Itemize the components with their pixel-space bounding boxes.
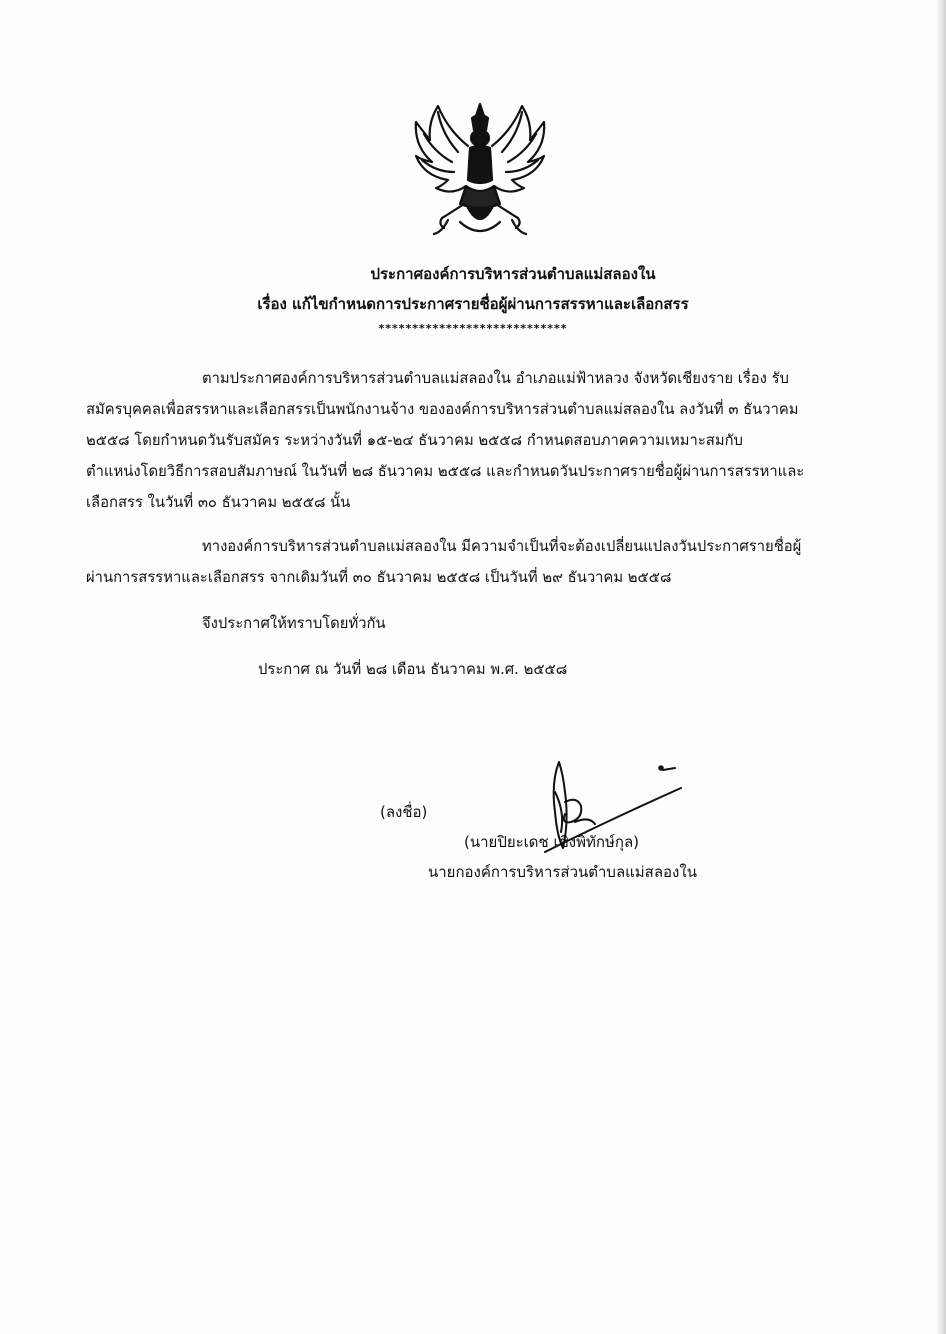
announcement-date: ประกาศ ณ วันที่ ๒๘ เดือน ธันวาคม พ.ศ. ๒๕๕๘ — [258, 661, 568, 678]
paragraph1-line2: สมัครบุคคลเพื่อสรรหาและเลือกสรรเป็นพนักงานจ้าง ขององค์การบริหารส่วนตำบลแม่สลองใน ลงวันที่ ๓ ธันวาคม — [86, 401, 799, 418]
signer-position: นายกองค์การบริหารส่วนตำบลแม่สลองใน — [428, 863, 697, 881]
announcement-title: ประกาศองค์การบริหารส่วนตำบลแม่สลองใน — [370, 265, 656, 283]
paragraph1-line4: ตำแหน่งโดยวิธีการสอบสัมภาษณ์ ในวันที่ ๒๘ ธันวาคม ๒๕๕๘ และกำหนดวันประกาศรายชื่อผู้ผ่านการสรรหาและ — [86, 463, 805, 480]
paragraph1-line1: ตามประกาศองค์การบริหารส่วนตำบลแม่สลองใน อำเภอแม่ฟ้าหลวง จังหวัดเชียงราย เรื่อง รับ — [202, 370, 789, 387]
closing-statement: จึงประกาศให้ทราบโดยทั่วกัน — [202, 615, 386, 632]
paragraph2-line1: ทางองค์การบริหารส่วนตำบลแม่สลองใน มีความจำเป็นที่จะต้องเปลี่ยนแปลงวันประกาศรายชื่อผู้ — [202, 538, 802, 555]
announcement-subject: เรื่อง แก้ไขกำหนดการประกาศรายชื่อผู้ผ่านการสรรหาและเลือกสรร — [257, 295, 689, 313]
paragraph2-line2: ผ่านการสรรหาและเลือกสรร จากเดิมวันที่ ๓๐ ธันวาคม ๒๕๕๘ เป็นวันที่ ๒๙ ธันวาคม ๒๕๕๘ — [86, 569, 672, 586]
signature-label: (ลงชื่อ) — [380, 803, 428, 821]
title-separator: **************************** — [378, 322, 568, 335]
paragraph1-line3: ๒๕๕๘ โดยกำหนดวันรับสมัคร ระหว่างวันที่ ๑๕-๒๔ ธันวาคม ๒๕๕๘ กำหนดสอบภาคความเหมาะสมกับ — [86, 432, 743, 449]
page-edge-shadow — [936, 0, 946, 1334]
garuda-emblem — [408, 100, 552, 242]
paragraph1-line5: เลือกสรร ในวันที่ ๓๐ ธันวาคม ๒๕๕๘ นั้น — [86, 494, 351, 511]
signer-name: (นายปิยะเดช เชิงพิทักษ์กุล) — [464, 833, 640, 851]
handwritten-signature — [525, 752, 685, 872]
